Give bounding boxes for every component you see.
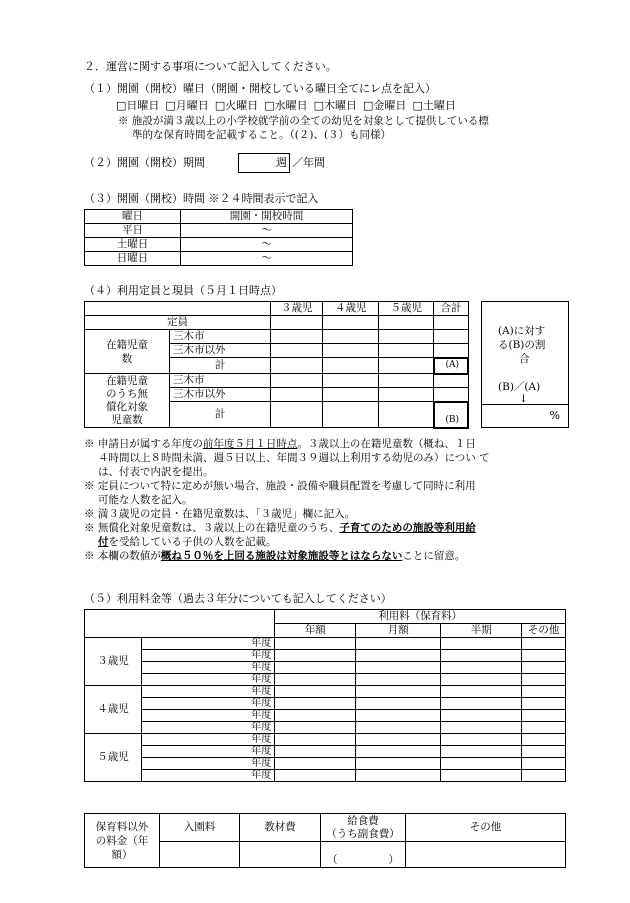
col-age4: ４歳児 [323,302,379,316]
table-row [85,252,353,266]
unit-year: ／年間 [292,156,325,169]
s1-note-line2: 準的な保育時間を記載すること。（(２)、(３）も同様） [132,129,392,141]
total-a-cell[interactable] [434,358,468,374]
opening-hours-table [84,209,353,266]
capacity-age3[interactable] [271,316,323,330]
cell[interactable] [271,330,323,344]
fee-input[interactable] [441,662,522,674]
materials-input[interactable] [240,842,321,868]
row-miki-other: 三木市以外 [170,388,271,402]
section-heading: ２．運営に関する事項について記入してください。 [84,60,337,73]
fee-input[interactable] [356,734,441,746]
table-row [85,722,566,734]
col-annual: 年額 [275,624,356,638]
fiscal-year-cell[interactable]: 年度 [142,758,275,770]
s4-title: （４）利用定員と現員（５月１日時点） [84,284,282,297]
fiscal-year-cell[interactable]: 年度 [142,710,275,722]
corner-cell [85,302,271,316]
table-row [85,734,566,746]
cell[interactable] [434,374,468,388]
unit-week: 週 [276,156,287,169]
s5-title: （５）利用料金等（過去３年分についても記入してください） [84,592,392,605]
fiscal-year-cell[interactable]: 年度 [142,674,275,686]
ratio-label-3: 合 [519,353,530,365]
fiscal-year-cell[interactable]: 年度 [142,698,275,710]
col-meals: 給食費 （うち副食費） [321,814,406,842]
cell[interactable] [271,358,323,374]
meals-input[interactable]: （ ） [321,842,406,868]
ratio-label-2: る(B)の割 [498,339,546,351]
cell[interactable] [434,388,468,402]
fee-input[interactable] [522,770,566,782]
enrolled-label: 在籍児童 数 [85,330,170,374]
cell[interactable] [271,388,323,402]
ratio-box [481,301,569,428]
row-day: 土曜日 [85,238,181,252]
checkbox-wednesday[interactable]: □水曜日 [264,99,308,112]
checkbox-friday[interactable]: □金曜日 [363,99,407,112]
cell[interactable] [323,330,379,344]
fee-input[interactable] [522,734,566,746]
fiscal-year-cell[interactable]: 年度 [142,638,275,650]
other-fees-table [84,813,566,868]
corner-cell [85,610,275,638]
fee-input[interactable] [522,650,566,662]
fee-input[interactable] [441,746,522,758]
ratio-formula: (B)／(A) [498,381,541,393]
fiscal-year-cell[interactable]: 年度 [142,770,275,782]
col-materials: 教材費 [240,814,321,842]
fee-input[interactable] [441,770,522,782]
row-day: 日曜日 [85,252,181,266]
fee-input[interactable] [275,638,356,650]
ratio-label-1: (A)に対す [498,325,546,337]
fiscal-year-cell[interactable]: 年度 [142,722,275,734]
table-row [85,710,566,722]
fee-input[interactable] [522,710,566,722]
age-label: ５歳児 [85,734,142,782]
row-miki: 三木市 [170,330,271,344]
row-miki: 三木市 [170,374,271,388]
fee-input[interactable] [441,674,522,686]
col-age5: ５歳児 [379,302,434,316]
other-fees-label: 保育料以外 の料金（年 額） [85,814,160,868]
col-hours-header: 開園・開校時間 [181,210,353,224]
cell[interactable] [323,388,379,402]
total-b-cell[interactable] [434,402,468,428]
fee-input[interactable] [356,638,441,650]
fee-input[interactable] [522,758,566,770]
col-day-header: 曜日 [85,210,181,224]
fee-input[interactable] [356,746,441,758]
cell[interactable] [434,344,468,358]
cell[interactable] [379,374,434,388]
fee-input[interactable] [441,710,522,722]
fee-input[interactable] [441,698,522,710]
fiscal-year-cell[interactable]: 年度 [142,686,275,698]
col-other: その他 [406,814,566,842]
fee-input[interactable] [275,746,356,758]
fee-input[interactable] [441,686,522,698]
checkbox-monday[interactable]: □月曜日 [165,99,209,112]
mark-b: (B) [445,414,459,425]
fee-input[interactable] [275,734,356,746]
fee-input[interactable] [441,722,522,734]
capacity-age5[interactable] [379,316,434,330]
table-row [85,238,353,252]
row-capacity-label: 定員 [85,316,271,330]
table-row [85,638,566,650]
table-row [85,758,566,770]
fiscal-year-cell[interactable]: 年度 [142,734,275,746]
fee-input[interactable] [356,662,441,674]
cell[interactable] [323,358,379,374]
table-row [85,662,566,674]
cell[interactable] [271,402,323,428]
cell[interactable] [379,388,434,402]
table-row [85,674,566,686]
fee-input[interactable] [275,674,356,686]
checkbox-sunday[interactable]: □日曜日 [116,99,160,112]
fiscal-year-cell[interactable]: 年度 [142,650,275,662]
s4-notes: ※ 申請日が属する年度の前年度５月１日時点。３歳以上の在籍児童数（概ね、１日 ４時間以上８時間未満、週５日以上、年間３９週以上利用する幼児のみ）につい て は、付表で内訳を提出。 ※ 定員について特に定めが無い場合、施設・設備や職員配置を考慮して同時に利用 可能な人数を記入。 ※ 満３歳児の定員・在籍児童数は、「３歳児」欄に記入。 ※ 無償化対象児童数は、３歳以上の在籍児童のうち、子育てのための施設等利用給 付を受給している子供の人数を記載。 ※ 本欄の数値が概ね５０％を上回る施設は対象施設等とはならないことに留意。 [84,438,490,562]
fee-input[interactable] [441,650,522,662]
cell[interactable] [379,344,434,358]
fiscal-year-cell[interactable]: 年度 [142,746,275,758]
table-row [85,650,566,662]
fee-input[interactable] [275,722,356,734]
fee-input[interactable] [356,674,441,686]
col-total: 合計 [434,302,468,316]
cell[interactable] [379,402,434,428]
col-half: 半期 [441,624,522,638]
cell[interactable] [323,374,379,388]
table-row [85,686,566,698]
table-row [85,224,353,238]
checkbox-thursday[interactable]: □木曜日 [313,99,358,112]
table-row [85,698,566,710]
fee-input[interactable] [356,758,441,770]
row-miki-other: 三木市以外 [170,344,271,358]
row-hours-input[interactable]: ～ [181,224,353,238]
s1-title: （１）開園（開校）曜日（開園・開校している曜日全てにレ点を記入） [84,82,436,95]
ratio-divider [482,404,568,405]
weekday-checklist [116,99,456,113]
fee-input[interactable] [275,686,356,698]
col-age3: ３歳児 [271,302,323,316]
checkbox-saturday[interactable]: □土曜日 [412,99,456,112]
fee-input[interactable] [275,770,356,782]
group-header: 利用料（保育料） [275,610,566,624]
fee-input[interactable] [356,650,441,662]
age-label: ４歳児 [85,686,142,734]
cell[interactable] [379,330,434,344]
row-subtotal: 計 [170,358,271,374]
free-label: 在籍児童 のうち無 償化対象 児童数 [85,374,170,428]
col-monthly: 月額 [356,624,441,638]
fee-input[interactable] [441,638,522,650]
capacity-table [84,301,469,429]
fee-table [84,609,566,782]
weeks-input[interactable] [238,153,290,173]
fee-input[interactable] [356,686,441,698]
fee-input[interactable] [522,674,566,686]
fee-input[interactable] [275,698,356,710]
fee-input[interactable] [522,698,566,710]
fee-input[interactable] [522,746,566,758]
fiscal-year-cell[interactable]: 年度 [142,662,275,674]
col-admission: 入園料 [160,814,240,842]
s2-title: （２）開園（開校）期間 [84,156,205,169]
row-day: 平日 [85,224,181,238]
fee-input[interactable] [275,710,356,722]
fee-input[interactable] [275,758,356,770]
row-hours-input[interactable]: ～ [181,252,353,266]
cell[interactable] [434,330,468,344]
cell[interactable] [323,344,379,358]
fee-input[interactable] [275,662,356,674]
fee-input[interactable] [356,698,441,710]
fee-input[interactable] [441,758,522,770]
fee-input[interactable] [275,650,356,662]
s3-title: （３）開園（開校）時間 ※２４時間表示で記入 [84,192,319,205]
ratio-percent-input[interactable]: % [549,409,560,422]
mark-a: (A) [445,360,459,370]
table-row [85,770,566,782]
age-label: ３歳児 [85,638,142,686]
admission-input[interactable] [160,842,240,868]
fee-input[interactable] [522,662,566,674]
fee-input[interactable] [356,710,441,722]
fee-input[interactable] [522,686,566,698]
row-hours-input[interactable]: ～ [181,238,353,252]
capacity-age4[interactable] [323,316,379,330]
capacity-total[interactable] [434,316,468,330]
arrow-down-icon: ↓ [519,393,528,405]
checkbox-tuesday[interactable]: □火曜日 [214,99,259,112]
col-other: その他 [522,624,566,638]
s1-note-line1: ※ 施設が満３歳以上の小学校就学前の全ての幼児を対象として提供している標 [118,115,489,127]
other-input[interactable] [406,842,566,868]
fee-input[interactable] [356,770,441,782]
fee-input[interactable] [356,722,441,734]
cell[interactable] [271,344,323,358]
row-subtotal: 計 [170,402,271,428]
fee-input[interactable] [441,734,522,746]
cell[interactable] [379,358,434,374]
fee-input[interactable] [522,638,566,650]
table-row [85,746,566,758]
cell[interactable] [323,402,379,428]
fee-input[interactable] [522,722,566,734]
cell[interactable] [271,374,323,388]
